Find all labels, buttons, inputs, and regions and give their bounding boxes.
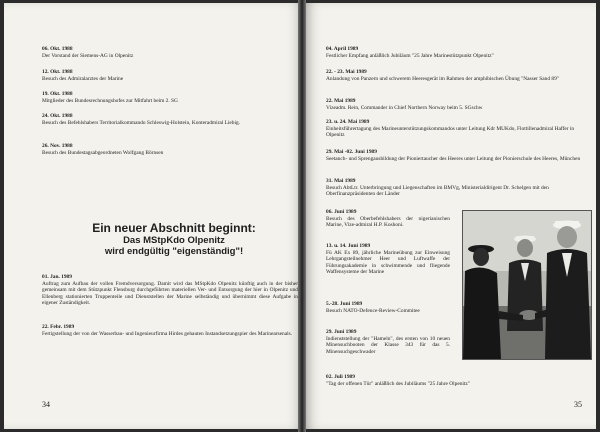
chronicle-entry bbox=[326, 69, 588, 82]
entry-date: 06. Juni 1989 bbox=[326, 209, 357, 215]
entry-text: Seetanch- und Sprengausbildung der Pioniertaucher des Heeres unter Leitung der Pionierschule des Heeres, München bbox=[326, 155, 581, 162]
entry-text: Anlandung von Panzern und schwerem Heeresgerät im Rahmen der amphibischen Übung "Nasser Sand 89" bbox=[326, 75, 559, 82]
chronicle-entry bbox=[326, 178, 588, 198]
entry-text: Indienststellung der "Hameln", des ersten von 10 neuen Minensuchbooten der Klasse 343 für das 5. Minensuchgeschwader bbox=[326, 335, 450, 355]
entry-text: Besuch des Admiralarztes der Marine bbox=[42, 75, 124, 82]
section-heading bbox=[46, 221, 302, 257]
chronicle-entry bbox=[42, 69, 297, 82]
entry-date: 23. u. 24. Mai 1989 bbox=[326, 119, 370, 125]
entry-date: 22. - 23. Mai 1989 bbox=[326, 69, 367, 75]
page-number: 35 bbox=[574, 400, 582, 409]
entry-date: 29. Juni 1989 bbox=[326, 329, 357, 335]
entry-text: Auftrag zum Aufbau der vollen Fremdversorgung. Damit wird das MStpKdo Olpenitz künftig auch in der bisher gemeinsam mit dem Stützpunkt Flensburg durchgeführten materiellen Ver- und Entsorgung der hier in Olpenitz und Ellenberg stationierten Truppenteile und Dienststellen der Marine selbständig und übernimmt diese Aufgabe in eigener Zuständigkeit. bbox=[42, 280, 298, 307]
chronicle-entry bbox=[326, 209, 450, 229]
entry-text: Besuch NATO-Defence-Review-Commitee bbox=[326, 307, 420, 314]
entry-text: Besuch des Bundestagsabgeordneten Wolfgang Börnsen bbox=[42, 149, 164, 156]
entry-text: Besuch AbtLtr. Unterbringung und Liegenschaften im BMVg, Ministerialdirigent Dr. Schelgen mit den Oberfinanzpräsidenten der Länder bbox=[326, 184, 549, 198]
page-number: 34 bbox=[42, 400, 50, 409]
heading-title: Ein neuer Abschnitt beginnt: bbox=[92, 221, 256, 235]
entry-date: 26. Nov. 1988 bbox=[42, 143, 73, 149]
entry-text: Besuch des Befehlshabers Territorialkommando Schleswig-Holstein, Konteradmiral Liebig. bbox=[42, 119, 241, 126]
entry-text: Der Vorstand der Siemens-AG in Olpenitz bbox=[42, 52, 134, 59]
entry-text: Festlicher Empfang anläßlich Jubiläum "25 Jahre Marinestützpunkt Olpenitz" bbox=[326, 52, 494, 59]
entry-date: 12. Okt. 1988 bbox=[42, 69, 73, 75]
chronicle-entry bbox=[42, 274, 298, 307]
chronicle-entry bbox=[42, 113, 297, 126]
chronicle-entry bbox=[326, 329, 450, 355]
chronicle-entry bbox=[326, 119, 588, 139]
entry-date: 04. April 1989 bbox=[326, 46, 359, 52]
chronicle-entry bbox=[42, 91, 297, 104]
entry-date: 01. Jan. 1989 bbox=[42, 274, 72, 280]
chronicle-entry bbox=[326, 149, 588, 162]
entry-date: 31. Mai 1989 bbox=[326, 178, 356, 184]
chronicle-entry bbox=[42, 143, 297, 156]
entry-date: 19. Okt. 1988 bbox=[42, 91, 73, 97]
chronicle-entry bbox=[326, 243, 450, 276]
entry-text: Einheitsführertagung des Marineunterstützungskommandos unter Leitung Kdr MUKdo, Flottillenadmiral Haffer in Olpenitz bbox=[326, 125, 575, 139]
entry-date: 13. u. 14. Juni 1989 bbox=[326, 243, 371, 249]
entry-date: 22. Febr. 1989 bbox=[42, 324, 75, 330]
entry-date: 29. Mai -02. Juni 1989 bbox=[326, 149, 377, 155]
chronicle-entry bbox=[42, 46, 297, 59]
entry-date: 5.-28. Juni 1989 bbox=[326, 301, 363, 307]
entry-text: Fertigstellung der von der Wasserbau- und Ingenieurfirma Hirdes gehauten Instandsetzungspier des Marinearsenals. bbox=[42, 330, 293, 337]
book-gutter bbox=[298, 0, 306, 432]
entry-date: 22. Mai 1989 bbox=[326, 98, 356, 104]
heading-subtitle: Das MStpKdo Olpenitz bbox=[123, 235, 225, 246]
entry-date: 06. Okt. 1988 bbox=[42, 46, 73, 52]
entry-text: Vizeadm. Rein, Commander in Chief Northern Norway beim 5. SGschw bbox=[326, 104, 483, 111]
chronicle-entry bbox=[326, 46, 588, 59]
entry-date: 24. Okt. 1988 bbox=[42, 113, 73, 119]
entry-text: Mitglieder des Bundesrechnungshofes zur Mitfahrt beim 2. SG bbox=[42, 97, 178, 104]
entry-text: "Tag der offenen Tür" anläßlich des Jubiläums "25 Jahre Olpenitz" bbox=[326, 380, 470, 387]
chronicle-entry bbox=[326, 374, 588, 387]
entry-date: 02. Juli 1989 bbox=[326, 374, 355, 380]
chronicle-entry bbox=[326, 98, 588, 111]
heading-subtitle-2: wird endgültig "eigenständig"! bbox=[104, 246, 244, 257]
chronicle-entry bbox=[42, 324, 298, 337]
officers-photo bbox=[462, 210, 592, 360]
entry-text: Fü AK Ex 89, jährliche Marineübung zur Einweisung Lehrgangsteilnehmer Heer und Luftwaffe der Führungsakademie in schwimmende und fliegende Waffensysteme der Marine bbox=[326, 249, 450, 276]
left-page bbox=[4, 3, 304, 429]
entry-text: Besuch des Oberbefehlshabers der nigerianischen Marine, Vize-admiral H.P. Koshoni. bbox=[326, 215, 450, 229]
chronicle-entry bbox=[326, 301, 450, 314]
